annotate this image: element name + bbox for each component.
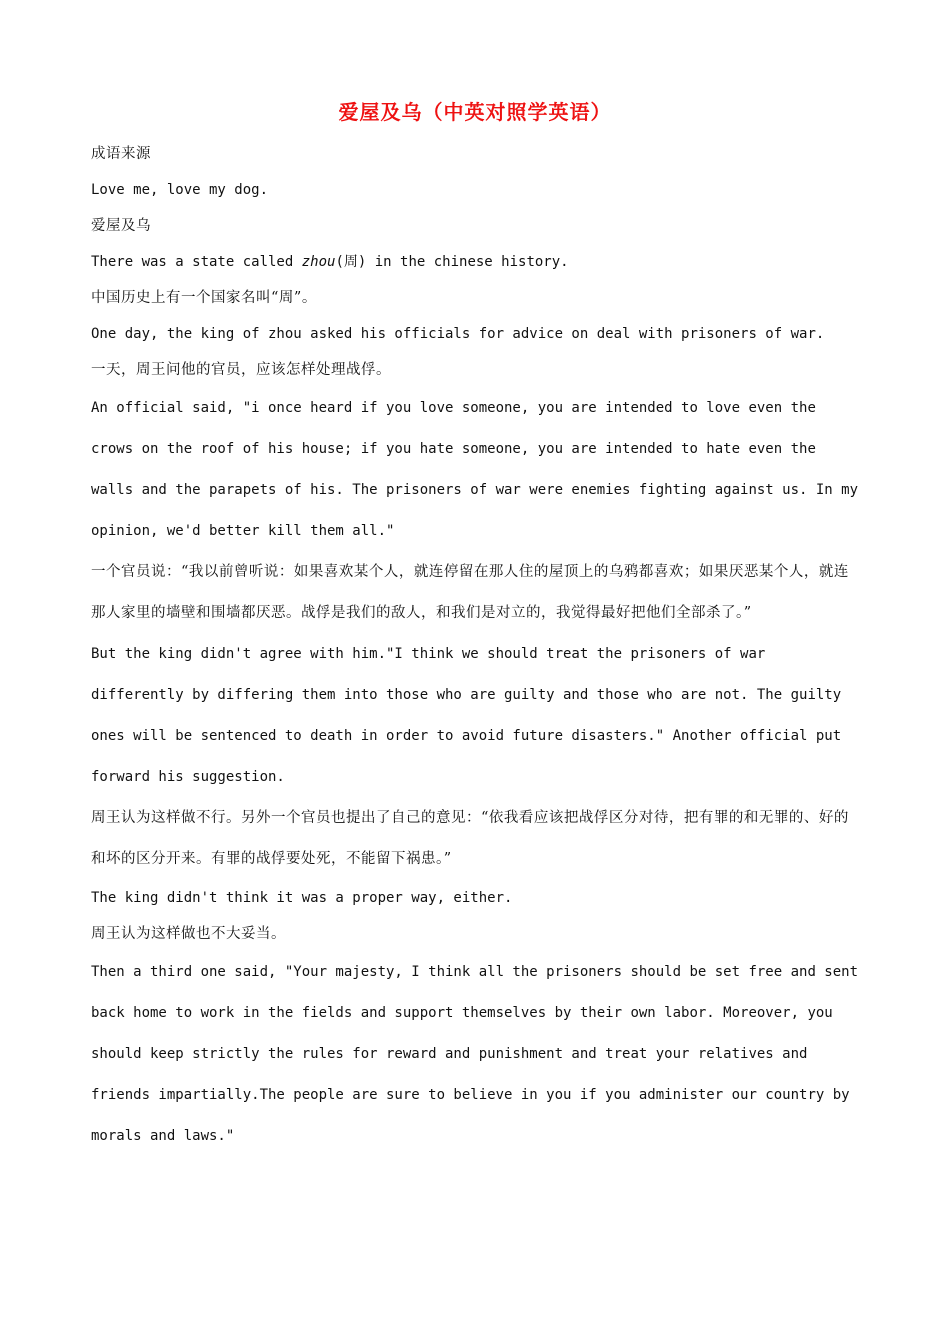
paragraph-second-official: But the king didn't agree with him."I think we should treat the prisoners of war differently by differing them into those who are guilty and those who are not. The guilty ones will be sentenced to death in order to avoid future disasters." Another official put forward his suggestion. — [91, 646, 842, 785]
text-segment: There was a state called — [91, 254, 302, 270]
paragraph-zhou-state-cn: 中国历史上有一个国家名叫“周”。 — [91, 290, 317, 306]
paragraph-source-heading: 成语来源 — [91, 146, 151, 162]
paragraph-second-official-cn: 周王认为这样做不行。另外一个官员也提出了自己的意见：“依我看应该把战俘区分对待，把有罪的和无罪的、好的和坏的区分开来。有罪的战俘要处死，不能留下祸患。” — [91, 810, 849, 867]
document-body — [91, 136, 863, 1157]
paragraph-third-official: Then a third one said, "Your majesty, I think all the prisoners should be set free and sent back home to work in the fields and support themselves by their own labor. Moreover, you should keep strictly the rules for reward and punishment and treat your relatives and friends impartially.The people are sure to believe in you if you administer our country by morals and laws." — [91, 964, 859, 1144]
text-segment: (周) in the chinese history. — [335, 254, 569, 270]
paragraph-chinese-idiom: 爱屋及乌 — [91, 218, 151, 234]
paragraph-first-official-cn: 一个官员说：“我以前曾听说：如果喜欢某个人，就连停留在那人住的屋顶上的乌鸦都喜欢；如果厌恶某个人，就连那人家里的墙壁和围墙都厌恶。战俘是我们的敌人，和我们是对立的，我觉得最好把他们全部杀了。” — [91, 564, 849, 621]
paragraph-first-official: An official said, "i once heard if you love someone, you are intended to love even the crows on the roof of his house; if you hate someone, you are intended to hate even the walls and the parapets of his. The prisoners of war were enemies fighting against us. In my opinion, we'd better kill them all." — [91, 400, 859, 539]
paragraph-king-asks-cn: 一天，周王问他的官员，应该怎样处理战俘。 — [91, 362, 391, 378]
paragraph-king-asks: One day, the king of zhou asked his officials for advice on deal with prisoners of war. — [91, 326, 825, 342]
paragraph-english-idiom: Love me, love my dog. — [91, 182, 269, 198]
paragraph-zhou-state — [91, 244, 863, 280]
document-title: 爱屋及乌（中英对照学英语） — [338, 100, 612, 124]
paragraph-king-disagrees-cn: 周王认为这样做也不大妥当。 — [91, 926, 286, 942]
italic-term: zhou — [301, 254, 336, 270]
paragraph-king-disagrees: The king didn't think it was a proper way, either. — [91, 890, 513, 906]
